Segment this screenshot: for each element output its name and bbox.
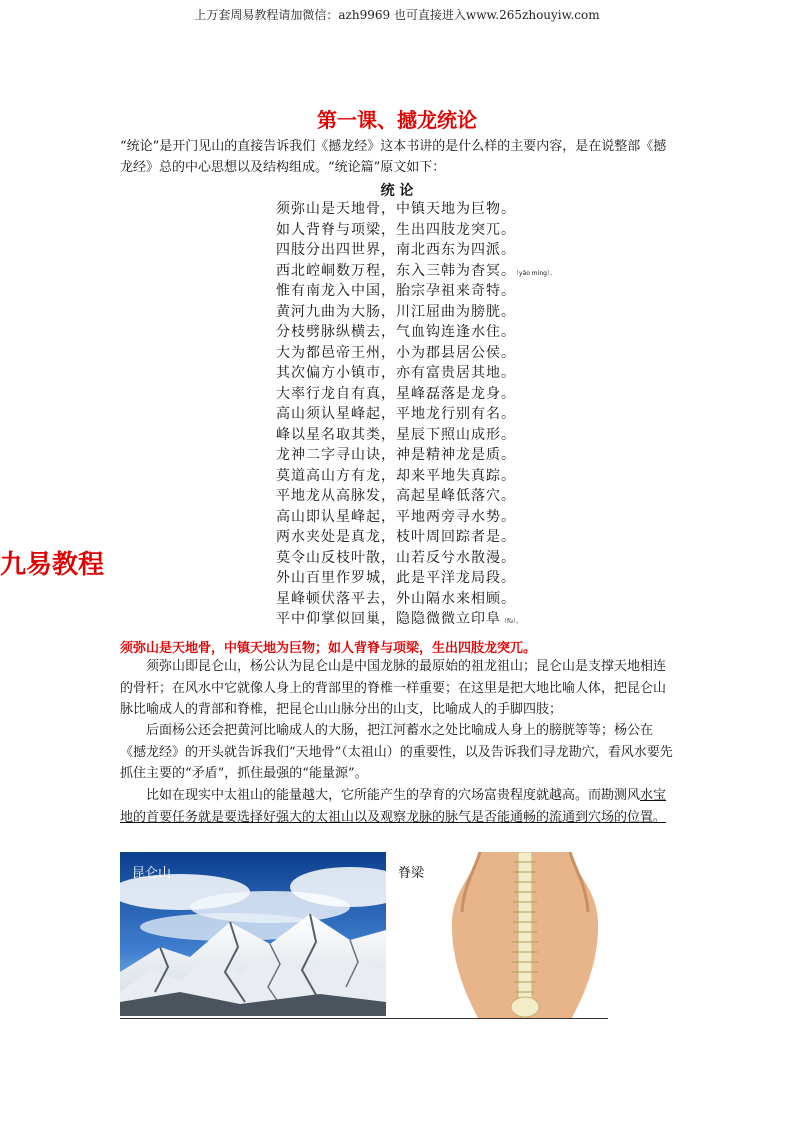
poem-line: 龙神二字寻山诀，神是精神龙是质。 xyxy=(276,447,516,463)
poem-line: 平中仰掌似回巢，隐隐微微立印阜（fù）。 xyxy=(276,611,522,627)
poem-line: 大率行龙自有真，星峰磊落是龙身。 xyxy=(276,385,516,402)
poem-line: 西北崆峒数万程，东入三韩为杳冥。（yǎo míng）。 xyxy=(276,262,556,279)
poem-line: 两水夹处是真龙，枝叶周回踪者是。 xyxy=(276,529,516,545)
poem-line: 莫道高山方有龙，却来平地失真踪。 xyxy=(276,467,516,484)
poem-line: 四肢分出四世界，南北西东为四派。 xyxy=(276,242,516,258)
poem-line: 高山即认星峰起，平地两旁寻水势。 xyxy=(276,508,516,525)
poem-title: 统 论 xyxy=(380,183,414,199)
poem xyxy=(276,199,606,630)
poem-line: 分枝劈脉纵横去，气血钩连逢水住。 xyxy=(276,324,516,340)
poem-line: 平地龙从高脉发，高起星峰低落穴。 xyxy=(276,488,516,504)
poem-line: 其次偏方小镇市，亦有富贵居其地。 xyxy=(276,365,516,381)
image-label-kunlun: 昆仑山 xyxy=(132,866,172,881)
poem-line: 大为都邑帝王州，小为郡县居公侯。 xyxy=(276,344,516,361)
header-note: 上万套周易教程请加微信：azh9969 也可直接进入www.265zhouyiw.com xyxy=(194,8,600,22)
underlined-text: 水宝地的首要任务就是要选择好强大的太祖山以及观察龙脉的脉气是否能通畅的流通到穴场的位置。 xyxy=(120,788,667,825)
lesson-title: 第一课、撼龙统论 xyxy=(317,108,477,132)
poem-line: 惟有南龙入中国，胎宗孕祖来奇特。 xyxy=(276,283,516,299)
intro-paragraph: “统论”是开门见山的直接告诉我们《撼龙经》这本书讲的是什么样的主要内容，是在说整部《撼龙经》总的中心思想以及结构组成。“统论篇”原文如下： xyxy=(120,139,667,175)
poem-line: 莫令山反枝叶散，山若反兮水散漫。 xyxy=(276,549,516,566)
paragraph-energy: 比如在现实中太祖山的能量越大，它所能产生的孕育的穴场富贵程度就越高。而勘测风水宝地的首要任务就是要选择好强大的太祖山以及观察龙脉的脉气是否能通畅的流通到穴场的位置。 xyxy=(120,788,667,825)
pronunciation-note: （yǎo míng）。 xyxy=(516,269,556,277)
poem-line: 星峰顿伏落平去，外山隔水来相顾。 xyxy=(276,590,516,607)
poem-line: 峰以星名取其类，星辰下照山成形。 xyxy=(276,426,516,443)
poem-line: 如人背脊与项梁，生出四肢龙突兀。 xyxy=(276,221,516,238)
pronunciation-note: （fù）。 xyxy=(501,618,522,625)
poem-line: 高山须认星峰起，平地龙行别有名。 xyxy=(276,406,516,422)
image-label-spine: 脊梁 xyxy=(398,866,425,881)
poem-line: 外山百里作罗城，此是平洋龙局段。 xyxy=(276,570,516,586)
divider-line xyxy=(120,1018,608,1019)
paragraph-metaphor: 后面杨公还会把黄河比喻成人的大肠，把江河蓄水之处比喻成人身上的膀胱等等；杨公在《撼龙经》的开头就告诉我们“天地骨”（太祖山）的重要性，以及告诉我们寻龙勘穴，看风水要先抓住主要的“矛盾”，抓住最强的“能量源”。 xyxy=(120,723,673,781)
highlight-quote: 须弥山是天地骨，中镇天地为巨物；如人背脊与项梁，生出四肢龙突兀。 xyxy=(120,641,537,656)
watermark-logo: 九易教程 xyxy=(0,550,105,580)
spine-image xyxy=(440,852,610,1018)
poem-line: 须弥山是天地骨，中镇天地为巨物。 xyxy=(276,201,516,217)
poem-line: 黄河九曲为大肠，川江屈曲为膀胱。 xyxy=(276,303,516,320)
paragraph-kunlun: 须弥山即昆仑山，杨公认为昆仑山是中国龙脉的最原始的祖龙祖山；昆仑山是支撑天地相连的骨杆；在风水中它就像人身上的背部里的脊椎一样重要；在这里是把大地比喻人体，把昆仑山脉比喻成人的背部和脊椎，把昆仑山山脉分出的山支，比喻成人的手脚四肢； xyxy=(120,659,667,717)
kunlun-mountain-image xyxy=(120,852,386,1016)
